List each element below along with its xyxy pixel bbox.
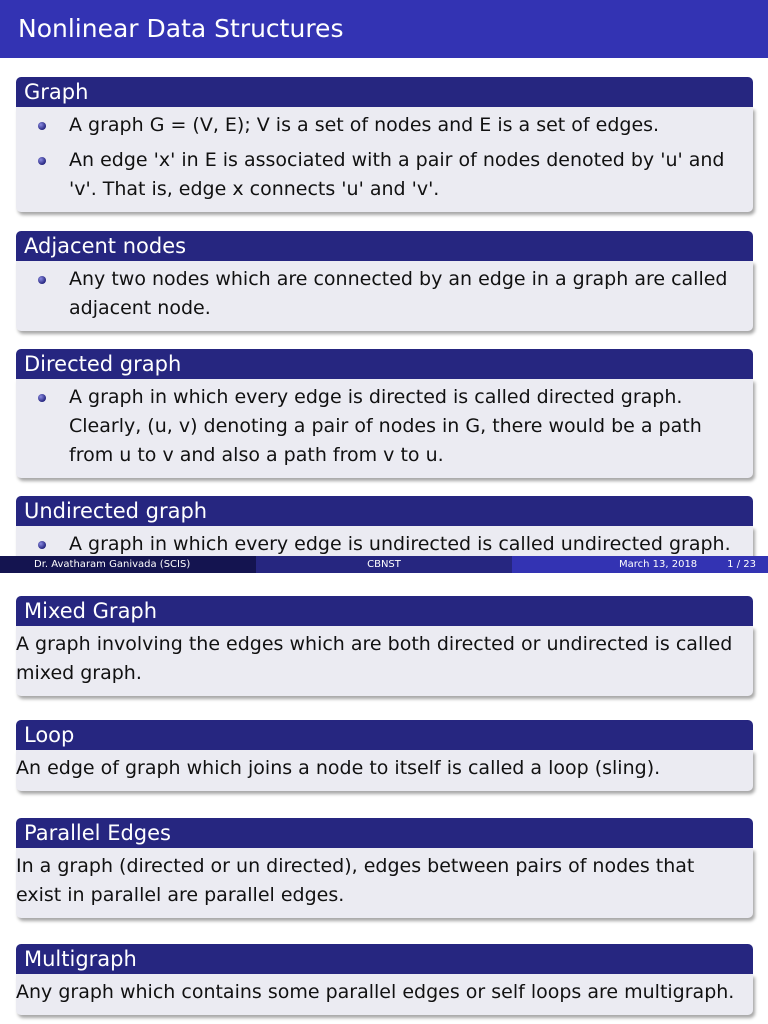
block-body (16, 107, 753, 212)
slide-2 (0, 576, 768, 1024)
block-heading: Directed graph (16, 349, 753, 379)
list-item (24, 146, 745, 204)
block-mixed-graph (16, 596, 753, 696)
footer-page-number: 1 / 23 (727, 559, 756, 570)
block-directed-graph (16, 349, 753, 478)
bullet-icon (38, 541, 46, 549)
block-body (16, 261, 753, 331)
block-body (16, 379, 753, 478)
list-item (24, 383, 745, 470)
block-heading: Adjacent nodes (16, 231, 753, 261)
block-adjacent-nodes (16, 231, 753, 331)
item-text: A graph in which every edge is directed is called directed graph. Clearly, (u, v) denoting a pair of nodes in G, there would be a path from u to v and also a path from v to u. (69, 386, 702, 466)
block-heading: Multigraph (16, 944, 753, 974)
item-text: A graph in which every edge is undirected is called undirected graph. (69, 533, 731, 555)
item-text: Any two nodes which are connected by an edge in a graph are called adjacent node. (69, 268, 728, 319)
block-text: An edge of graph which joins a node to itself is called a loop (sling). (16, 750, 753, 791)
slide-footer (0, 556, 768, 573)
bullet-icon (38, 157, 46, 165)
item-text: An edge 'x' in E is associated with a pair of nodes denoted by 'u' and 'v'. That is, edge x connects 'u' and 'v'. (69, 149, 725, 200)
block-loop (16, 720, 753, 791)
footer-author: Dr. Avatharam Ganivada (SCIS) (0, 556, 256, 573)
list-item (24, 265, 745, 323)
footer-course: CBNST (256, 556, 512, 573)
block-parallel-edges (16, 818, 753, 918)
list-item (24, 111, 745, 140)
block-heading: Loop (16, 720, 753, 750)
list-item (24, 530, 745, 559)
footer-date: March 13, 2018 (618, 559, 698, 570)
block-heading: Undirected graph (16, 496, 753, 526)
block-text: In a graph (directed or un directed), edges between pairs of nodes that exist in parallel are parallel edges. (16, 848, 753, 918)
item-text: A graph G = (V, E); V is a set of nodes and E is a set of edges. (69, 114, 660, 136)
block-text: Any graph which contains some parallel edges or self loops are multigraph. (16, 974, 753, 1015)
block-heading: Parallel Edges (16, 818, 753, 848)
bullet-icon (38, 122, 46, 130)
bullet-icon (38, 394, 46, 402)
block-heading: Mixed Graph (16, 596, 753, 626)
block-graph (16, 77, 753, 212)
block-text: A graph involving the edges which are both directed or undirected is called mixed graph. (16, 626, 753, 696)
block-multigraph (16, 944, 753, 1015)
bullet-icon (38, 276, 46, 284)
slide-title: Nonlinear Data Structures (0, 0, 768, 58)
block-heading: Graph (16, 77, 753, 107)
footer-date-page (512, 556, 768, 573)
